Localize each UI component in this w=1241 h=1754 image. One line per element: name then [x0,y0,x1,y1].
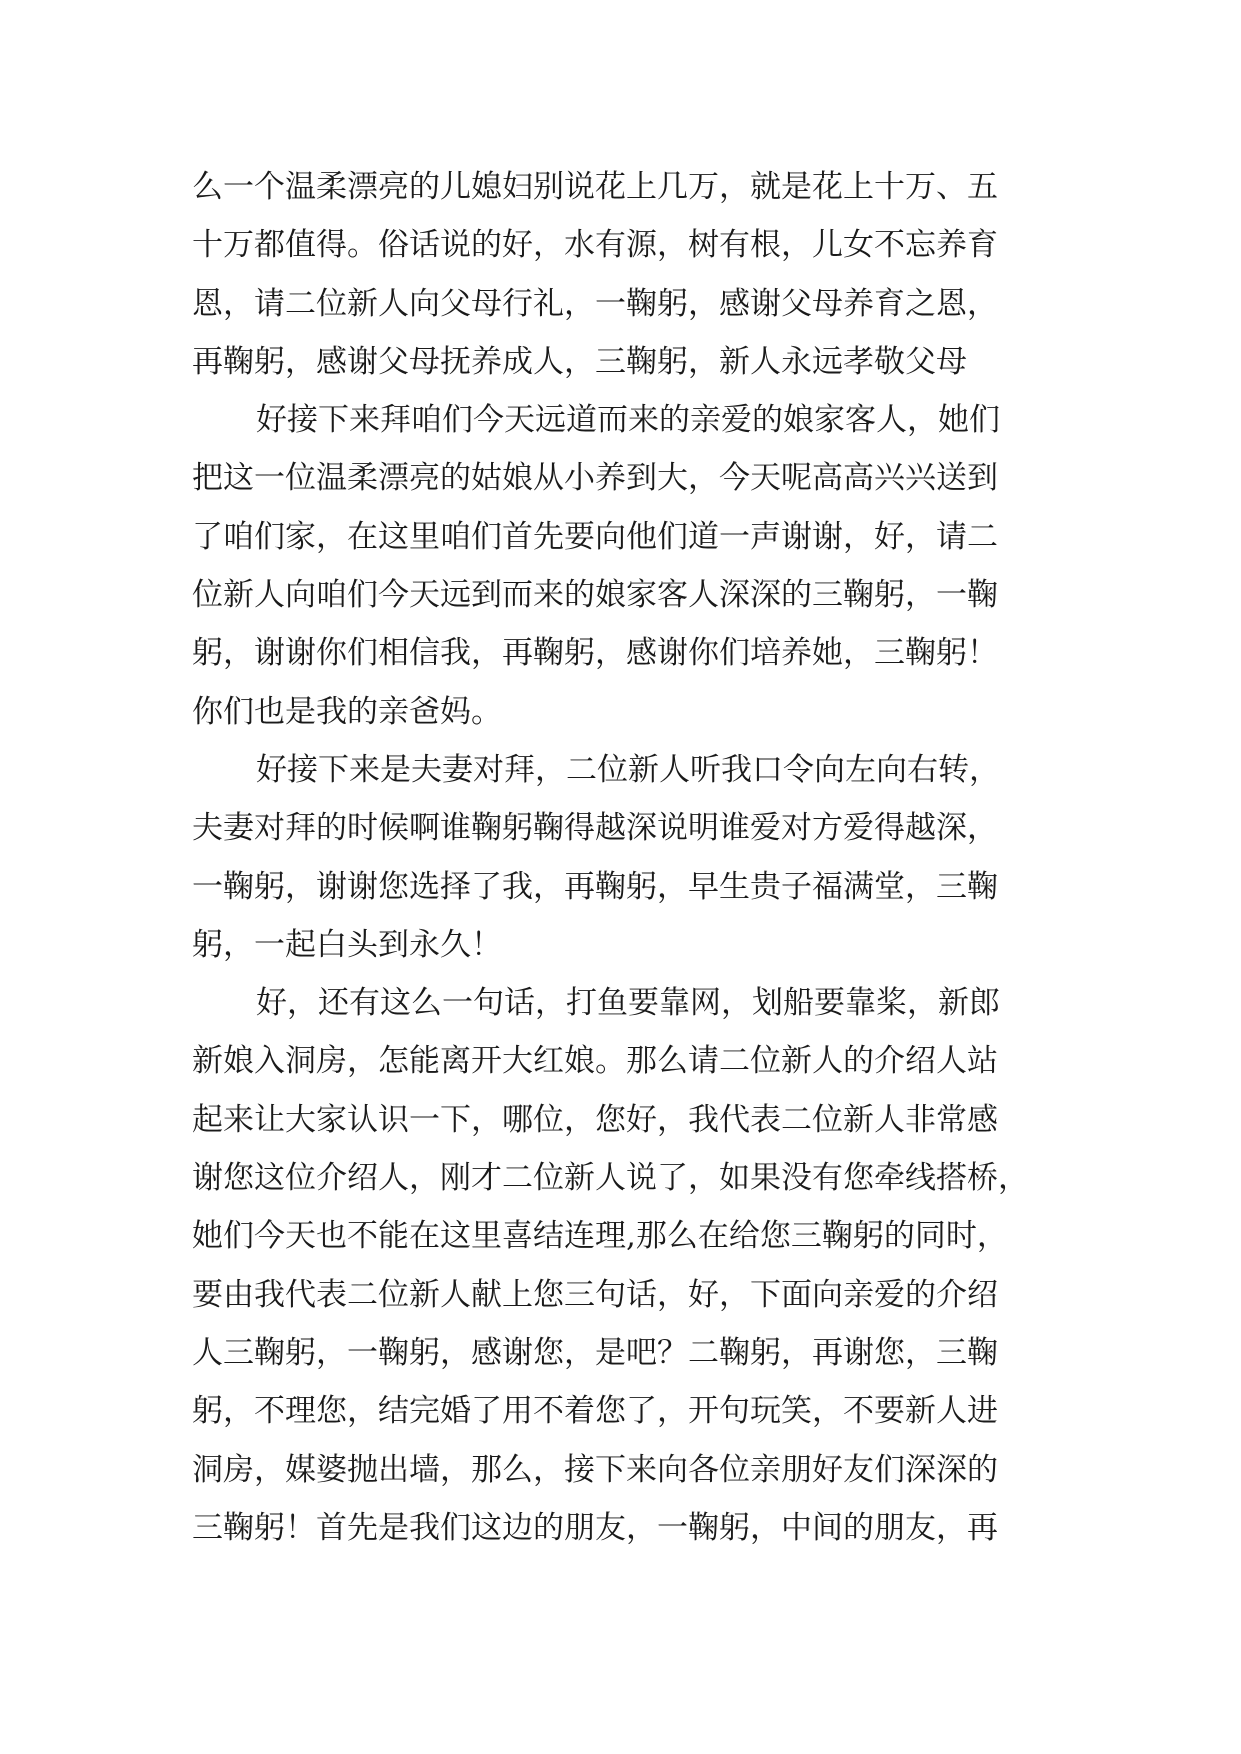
text-line: 一鞠躬，谢谢您选择了我，再鞠躬，早生贵子福满堂，三鞠 [192,868,998,905]
text-line: 躬，谢谢你们相信我，再鞠躬，感谢你们培养她，三鞠躬！ [192,635,998,672]
text-line: 了咱们家，在这里咱们首先要向他们道一声谢谢，好，请二 [192,518,998,555]
text-line: 她们今天也不能在这里喜结连理,那么在给您三鞠躬的同时， [192,1218,1008,1255]
text-line: 三鞠躬！首先是我们这边的朋友，一鞠躬，中间的朋友，再 [192,1509,998,1546]
text-line: 躬，一起白头到永久！ [192,926,502,963]
paragraph-first-line: 好接下来拜咱们今天远道而来的亲爱的娘家客人，她们 [256,402,1000,439]
text-line: 恩，请二位新人向父母行礼，一鞠躬，感谢父母养育之恩， [192,285,998,322]
text-line: 新娘入洞房，怎能离开大红娘。那么请二位新人的介绍人站 [192,1043,998,1080]
text-line: 十万都值得。俗话说的好，水有源，树有根，儿女不忘养育 [192,227,998,264]
text-line: 你们也是我的亲爸妈。 [192,693,502,730]
text-line: 要由我代表二位新人献上您三句话，好，下面向亲爱的介绍 [192,1276,998,1313]
paragraph-first-line: 好接下来是夫妻对拜，二位新人听我口令向左向右转， [256,751,1000,788]
text-line: 躬，不理您，结完婚了用不着您了，开句玩笑，不要新人进 [192,1393,998,1430]
text-line: 谢您这位介绍人，刚才二位新人说了，如果没有您牵线搭桥， [192,1160,1029,1197]
text-line: 再鞠躬，感谢父母抚养成人，三鞠躬，新人永远孝敬父母 [192,343,967,380]
document-body [192,158,1072,1557]
text-line: 位新人向咱们今天远到而来的娘家客人深深的三鞠躬，一鞠 [192,577,998,614]
paragraph-first-line: 好，还有这么一句话，打鱼要靠网，划船要靠桨，新郎 [256,985,1000,1022]
text-line: 人三鞠躬，一鞠躬，感谢您，是吧？二鞠躬，再谢您，三鞠 [192,1334,998,1371]
text-line: 么一个温柔漂亮的儿媳妇别说花上几万，就是花上十万、五 [192,169,998,205]
text-line: 洞房，媒婆抛出墙，那么，接下来向各位亲朋好友们深深的 [192,1451,998,1488]
text-line: 把这一位温柔漂亮的姑娘从小养到大，今天呢高高兴兴送到 [192,460,998,497]
text-line: 夫妻对拜的时候啊谁鞠躬鞠得越深说明谁爱对方爱得越深， [192,810,998,847]
text-line: 起来让大家认识一下，哪位，您好，我代表二位新人非常感 [192,1101,998,1138]
